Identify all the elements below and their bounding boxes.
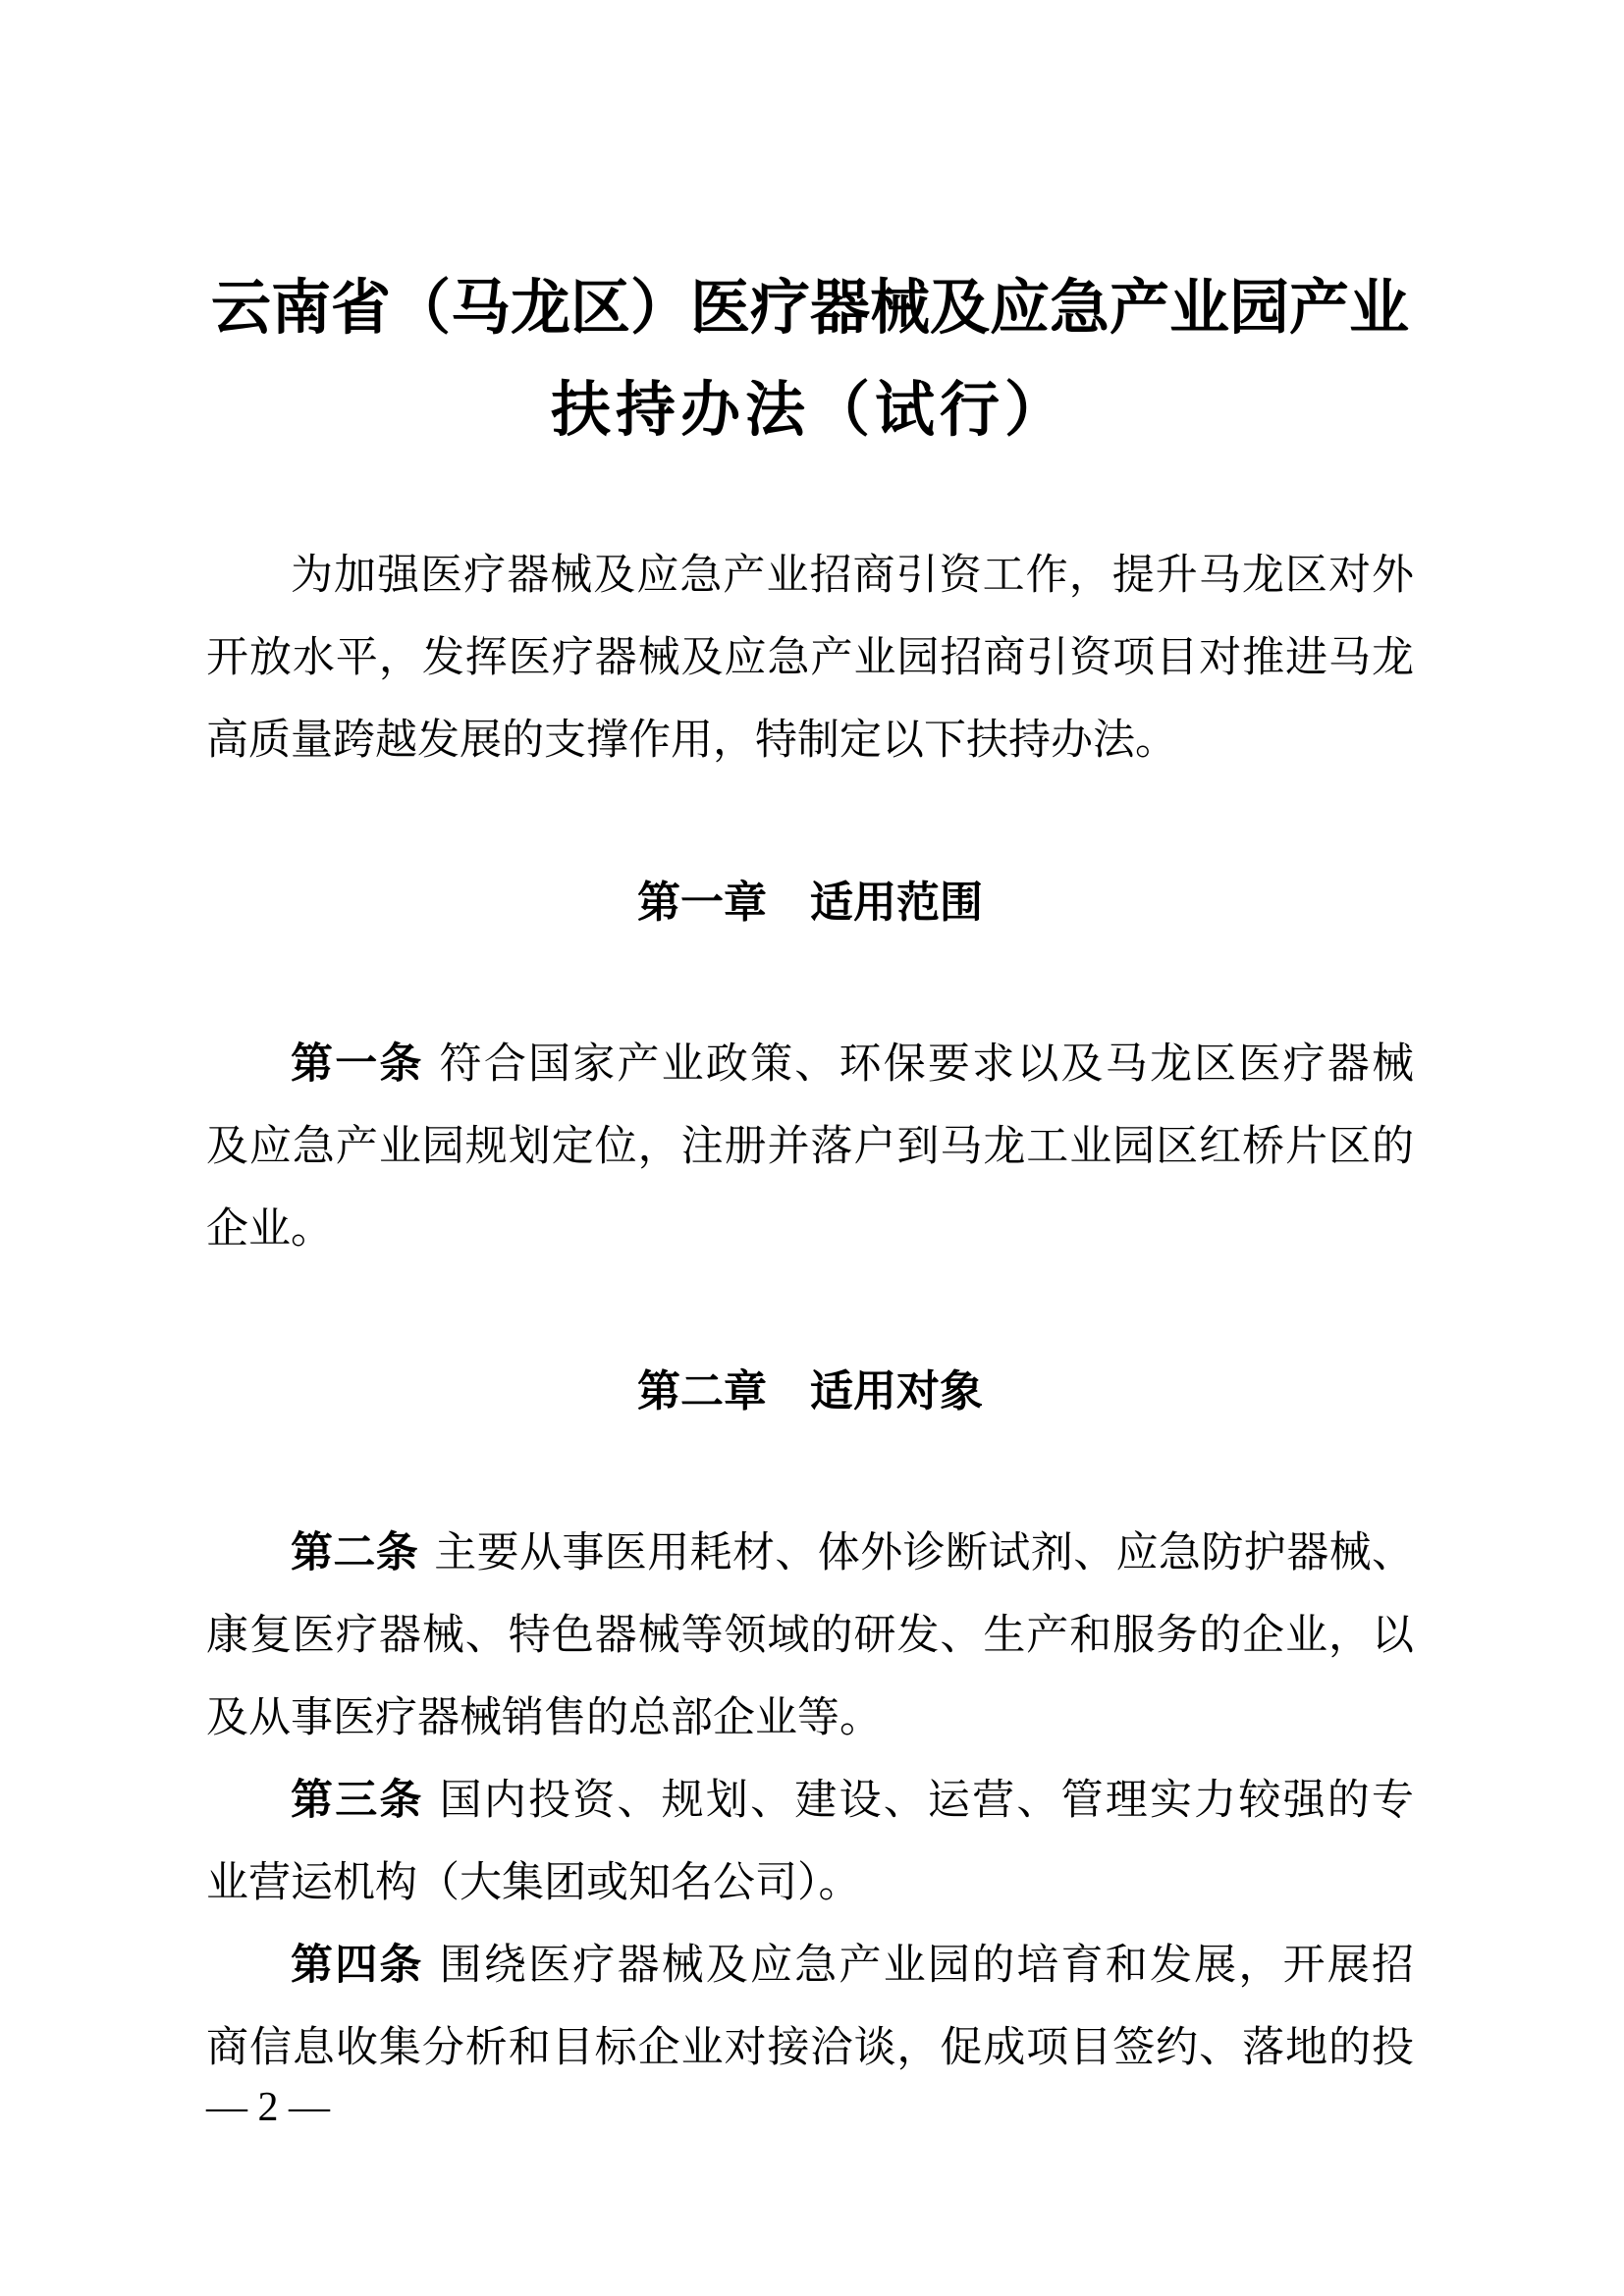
- article-4-text-1: 围绕医疗器械及应急产业园的培育和发展，开展招: [439, 1943, 1414, 1989]
- article-2: [206, 1513, 1414, 1760]
- article-4-label: 第四条: [291, 1943, 424, 1989]
- article-3-text-1: 国内投资、规划、建设、运营、管理实力较强的专: [439, 1778, 1414, 1824]
- document-title-line1: 云南省（马龙区）医疗器械及应急产业园产业: [210, 276, 1409, 342]
- document-title: [206, 258, 1414, 462]
- chapter-1-heading: 第一章 适用范围: [637, 879, 983, 927]
- intro-line-1: 为加强医疗器械及应急产业招商引资工作，提升马龙区对外: [291, 553, 1414, 599]
- article-2-line-3: 及从事医疗器械销售的总部企业等。: [206, 1695, 882, 1741]
- article-2-text-1: 主要从事医用耗材、体外诊断试剂、应急防护器械、: [434, 1530, 1415, 1576]
- article-1-text-1: 符合国家产业政策、环保要求以及马龙区医疗器械: [439, 1041, 1414, 1088]
- intro-line-3: 高质量跨越发展的支撑作用，特制定以下扶持办法。: [206, 718, 1177, 764]
- page-content: [206, 0, 1414, 2090]
- article-1-line-1: [206, 1024, 1414, 1106]
- article-3-label: 第三条: [291, 1778, 424, 1824]
- article-2-label: 第二条: [291, 1530, 419, 1576]
- intro-paragraph: [206, 535, 1414, 782]
- article-4-line-1: [206, 1925, 1414, 2007]
- document-title-line2: 扶持办法（试行）: [550, 378, 1069, 444]
- article-2-line-1: [206, 1513, 1414, 1595]
- article-2-line-2: 康复医疗器械、特色器械等领域的研发、生产和服务的企业，以: [206, 1613, 1414, 1659]
- article-3-line-2: 业营运机构（大集团或知名公司）。: [206, 1860, 861, 1906]
- article-3: [206, 1760, 1414, 1925]
- article-1-line-2: 及应急产业园规划定位，注册并落户到马龙工业园区红桥片区的: [206, 1124, 1414, 1170]
- intro-line-2: 开放水平，发挥医疗器械及应急产业园招商引资项目对推进马龙: [206, 635, 1414, 681]
- page-number: — 2 —: [206, 2085, 330, 2130]
- article-4: [206, 1925, 1414, 2090]
- article-1-line-3: 企业。: [206, 1206, 333, 1253]
- article-4-line-2: 商信息收集分析和目标企业对接洽谈，促成项目签约、落地的投: [206, 2025, 1414, 2071]
- chapter-2-heading: 第二章 适用对象: [637, 1367, 983, 1415]
- article-3-line-1: [206, 1760, 1414, 1842]
- article-1: [206, 1024, 1414, 1271]
- article-1-label: 第一条: [291, 1041, 424, 1088]
